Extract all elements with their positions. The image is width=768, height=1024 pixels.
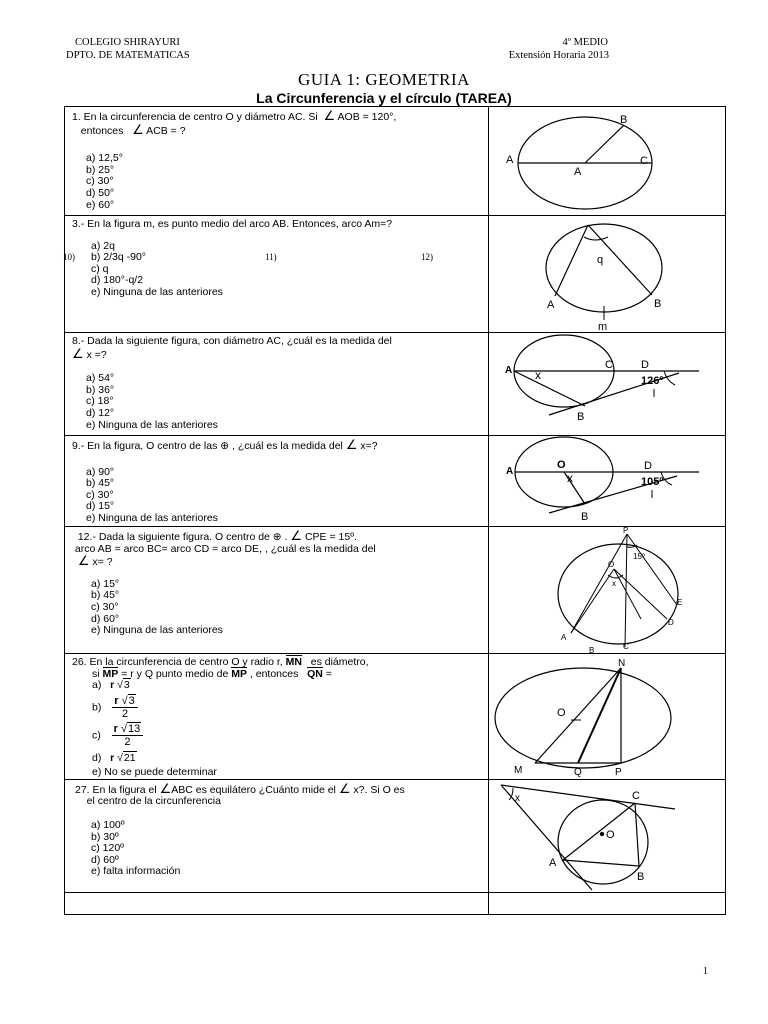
option-c: c) $\frac{r √13}{2}$ — [92, 723, 482, 753]
option: c) 120º — [91, 842, 125, 855]
option: b) 45° — [86, 477, 115, 490]
q26-stem-c: = r y Q punto medio de — [121, 667, 229, 680]
angle-icon: ∠ — [72, 345, 84, 361]
q26-options — [72, 680, 482, 779]
question-3 — [65, 216, 489, 333]
option: c) 30° — [86, 488, 114, 501]
label-B: B — [620, 114, 628, 126]
q26-stem-b: es diámetro, — [310, 656, 369, 668]
segment-MN: MN — [285, 656, 302, 668]
header-left — [66, 36, 190, 62]
q27-stem-b: ABC es equilátero ¿Cuánto mide el — [171, 783, 336, 796]
side-number-11: 11) — [265, 252, 277, 262]
angle-icon: ∠ — [323, 108, 336, 123]
q12-stem-c: CPE = 15º. — [304, 531, 357, 543]
label-A: A — [506, 466, 514, 477]
angle-icon: ∠ — [159, 780, 172, 796]
option: d) 50° — [86, 186, 115, 199]
question-row-26 — [65, 654, 726, 780]
department-name: DPTO. DE MATEMATICAS — [66, 50, 190, 61]
label-angle-15: 15º — [633, 552, 645, 561]
label-D: D — [668, 618, 674, 627]
figure-12 — [489, 527, 726, 654]
figure-1 — [489, 107, 726, 216]
option: e) falta información — [91, 865, 181, 878]
angle-icon: ∠ — [345, 437, 358, 452]
option: b) 36° — [86, 383, 115, 396]
option: b) 30º — [91, 830, 119, 843]
option: a) 54° — [86, 372, 115, 385]
question-27 — [65, 779, 489, 892]
label-A: A — [505, 365, 513, 376]
label-N: N — [618, 658, 626, 669]
label-M: M — [514, 765, 523, 776]
figure-27 — [489, 779, 726, 892]
label-D: D — [644, 460, 652, 472]
option: b) 2/3q -90° — [91, 251, 146, 264]
question-row-27 — [65, 779, 726, 892]
question-row-8 — [65, 333, 726, 436]
q9-circle-diagram — [489, 436, 725, 526]
label-C: C — [623, 642, 629, 651]
option: b) 45° — [91, 589, 120, 602]
label-A: A — [506, 154, 514, 166]
label-O: O — [608, 560, 615, 569]
option: c) q — [91, 262, 109, 275]
q1-stem-b: AOB = 120°, — [337, 111, 397, 123]
question-26 — [65, 654, 489, 780]
option: c) 30° — [86, 175, 114, 188]
question-8 — [65, 333, 489, 436]
option: a) 12,5° — [86, 152, 123, 165]
q9-stem-b: , ¿cuál es la medida del — [231, 440, 343, 452]
option: c) 30° — [91, 600, 119, 613]
q12-stem: 12.- Dada la siguiente figura. O centro de — [77, 531, 270, 543]
label-C: C — [605, 359, 613, 371]
circle-plus-icon: ⊕ — [272, 531, 282, 543]
label-A: A — [547, 299, 555, 311]
q3-stem: 3.- En la figura m, es punto medio del arco AB. Entonces, arco Am=? — [72, 218, 393, 230]
label-x: x — [515, 792, 520, 804]
option: e) 60° — [86, 198, 115, 211]
question-row-9 — [65, 436, 726, 527]
option: d) 12° — [86, 406, 115, 419]
q1-circle-diagram — [489, 107, 725, 215]
angle-icon: ∠ — [290, 528, 303, 543]
q26-si: si — [92, 667, 100, 680]
option: a) 2q — [91, 239, 115, 252]
q8-stem: 8.- Dada la siguiente figura, con diámetro AC, ¿cuál es la medida del — [72, 335, 392, 347]
label-B: B — [637, 870, 645, 883]
q27-stem-d: el centro de la circunferencia — [86, 795, 221, 808]
label-A: A — [549, 856, 557, 869]
label-B: B — [581, 511, 589, 523]
page-title: GUIA 1: GEOMETRIA — [298, 70, 470, 89]
q12-stem-b: . — [284, 531, 288, 543]
label-P: P — [623, 527, 629, 535]
empty-row — [65, 892, 726, 914]
label-x: x — [535, 368, 541, 382]
label-C: C — [632, 789, 640, 802]
question-12 — [65, 527, 489, 654]
option: a) 100º — [91, 818, 125, 831]
label-B: B — [577, 411, 585, 423]
question-9 — [65, 436, 489, 527]
empty-cell — [489, 892, 726, 914]
option: d) 60° — [91, 612, 120, 625]
q26-circle-diagram — [489, 654, 725, 778]
label-B: B — [589, 646, 595, 653]
q8-stem-b: x =? — [86, 348, 107, 361]
label-O: O — [606, 828, 615, 841]
header-right — [509, 36, 608, 62]
label-q: q — [597, 254, 604, 266]
option-b: b) $\frac{r √3}{2}$ — [92, 695, 482, 723]
figure-9 — [489, 436, 726, 527]
q27-stem-c: x?. Si O es — [353, 783, 405, 796]
label-Q: Q — [574, 767, 582, 778]
q3-circle-diagram — [489, 216, 725, 332]
page-number: 1 — [703, 966, 708, 977]
label-B: B — [654, 298, 662, 310]
question-1 — [65, 107, 489, 216]
option: b) 25° — [86, 163, 115, 176]
label-A: A — [561, 633, 567, 642]
page-subtitle: La Circunferencia y el círculo (TAREA) — [256, 90, 512, 106]
angle-icon: ∠ — [338, 780, 351, 796]
option: e) Ninguna de las anteriores — [86, 511, 218, 524]
q27-stem: 27. En la figura el — [75, 783, 157, 796]
q12-circle-diagram — [489, 527, 725, 653]
questions-table — [64, 106, 726, 915]
question-row-1 — [65, 107, 726, 216]
option-a: a) r √3 — [92, 679, 130, 692]
figure-8 — [489, 333, 726, 436]
q27-options — [72, 820, 482, 878]
option: e) Ninguna de las anteriores — [86, 418, 218, 431]
q8-options — [72, 373, 482, 431]
q26-stem-d: , entonces — [249, 667, 299, 680]
q1-stem-c: entonces — [80, 124, 124, 137]
label-O: O — [557, 459, 566, 471]
q12-stem-d: arco AB = arco BC= arco CD = arco DE, , ¿cuál es la medida del — [74, 542, 376, 555]
option: a) 15° — [91, 577, 120, 590]
q26-equals: = — [325, 667, 332, 680]
q12-options — [72, 579, 482, 637]
label-D: D — [641, 359, 649, 371]
q12-stem-e: x= ? — [92, 556, 113, 569]
school-name: COLEGIO SHIRAYURI — [75, 37, 180, 48]
label-angle-105: 105º — [641, 476, 664, 488]
option: c) 18° — [86, 395, 114, 408]
q1-stem: 1. En la circunferencia de centro O y diámetro AC. Si — [72, 111, 318, 123]
label-C: C — [640, 155, 648, 167]
option-e: e) No se puede determinar — [92, 766, 217, 779]
figure-26 — [489, 654, 726, 780]
q26-stem: 26. En la circunferencia de centro O y radio r, — [72, 656, 283, 668]
option: d) 15° — [86, 500, 115, 513]
label-m: m — [598, 321, 608, 332]
figure-3 — [489, 216, 726, 333]
option: e) Ninguna de las anteriores — [91, 624, 223, 637]
label-x: x — [612, 579, 616, 588]
label-angle-126: 126º — [641, 375, 664, 387]
segment-MP: MP — [102, 667, 119, 680]
option: d) 60º — [91, 853, 119, 866]
q8-circle-diagram — [489, 333, 725, 435]
q27-circle-diagram — [489, 780, 725, 892]
circle-plus-icon: ⊕ — [220, 440, 230, 452]
question-row-3 — [65, 216, 726, 333]
q9-stem: 9.- En la figura, O centro de las — [72, 440, 218, 452]
option: d) 180°-q/2 — [91, 274, 144, 287]
side-number-10: 10) — [63, 252, 75, 262]
side-number-12: 12) — [421, 252, 433, 262]
q3-options — [72, 241, 482, 299]
level: 4º MEDIO — [562, 37, 608, 48]
option: e) Ninguna de las anteriores — [91, 285, 223, 298]
segment-QN: QN — [307, 667, 323, 680]
q9-options — [72, 467, 482, 525]
label-O: O — [557, 707, 566, 719]
label-x: x — [567, 471, 573, 485]
q1-stem-d: ACB = ? — [146, 124, 186, 137]
label-E: E — [677, 598, 683, 607]
option-d: d) r √21 — [92, 752, 136, 765]
angle-icon: ∠ — [132, 121, 144, 137]
extension: Extensión Horaria 2013 — [508, 50, 609, 61]
label-P: P — [615, 767, 622, 778]
angle-icon: ∠ — [77, 553, 90, 569]
label-center: A — [574, 166, 582, 178]
question-row-12 — [65, 527, 726, 654]
option: a) 90° — [86, 465, 115, 478]
empty-cell — [65, 892, 489, 914]
q9-stem-c: x=? — [360, 440, 378, 452]
q1-options — [72, 153, 482, 211]
segment-MP-2: MP — [231, 667, 247, 680]
